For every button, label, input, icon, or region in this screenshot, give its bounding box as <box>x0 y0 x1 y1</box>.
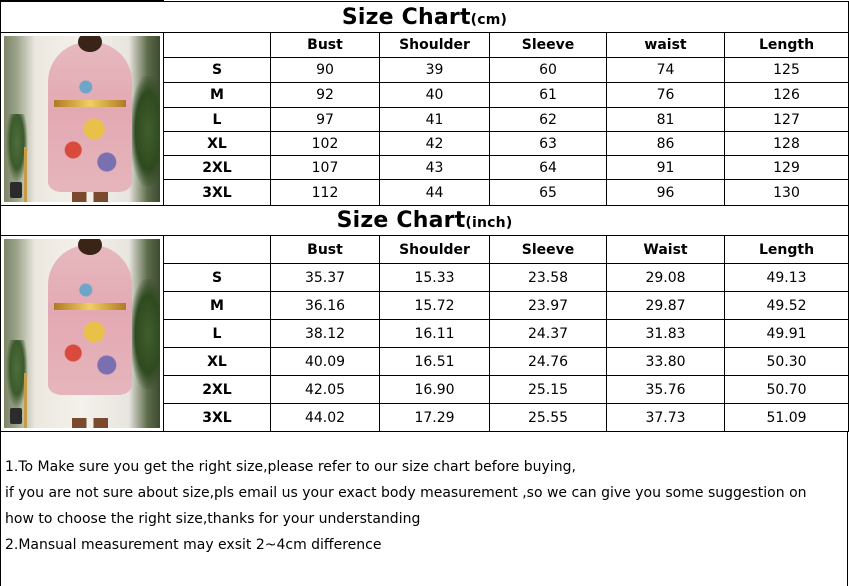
value-cell: 24.76 <box>490 348 607 376</box>
value-cell: 126 <box>725 83 849 108</box>
value-cell: 92 <box>271 83 380 108</box>
header-sleeve: Sleeve <box>490 236 607 264</box>
unit-text: (inch) <box>465 215 513 231</box>
value-cell: 41 <box>380 108 490 132</box>
size-chart-title-inch <box>1 206 849 236</box>
size-label: L <box>164 108 271 132</box>
size-notes <box>0 431 848 586</box>
value-cell: 96 <box>607 180 725 206</box>
size-label: 3XL <box>164 180 271 206</box>
plant-right <box>130 76 160 186</box>
value-cell: 61 <box>490 83 607 108</box>
value-cell: 76 <box>607 83 725 108</box>
dress-photo <box>4 239 160 428</box>
value-cell: 60 <box>490 58 607 83</box>
title-text: Size Chart <box>341 4 471 30</box>
product-photo-cell <box>1 236 164 432</box>
value-cell: 16.51 <box>380 348 490 376</box>
value-cell: 29.08 <box>607 264 725 292</box>
note-line: 1.To Make sure you get the right size,please refer to our size chart before buying, <box>5 459 576 475</box>
note-line: 2.Mansual measurement may exsit 2~4cm difference <box>5 537 382 553</box>
header-blank <box>164 33 271 58</box>
pot-left <box>10 182 22 198</box>
value-cell: 40.09 <box>271 348 380 376</box>
size-label: 3XL <box>164 404 271 432</box>
size-label: 2XL <box>164 376 271 404</box>
value-cell: 65 <box>490 180 607 206</box>
value-cell: 15.72 <box>380 292 490 320</box>
size-label: S <box>164 58 271 83</box>
value-cell: 49.91 <box>725 320 849 348</box>
value-cell: 97 <box>271 108 380 132</box>
value-cell: 102 <box>271 132 380 156</box>
value-cell: 15.33 <box>380 264 490 292</box>
header-bust: Bust <box>271 33 380 58</box>
value-cell: 38.12 <box>271 320 380 348</box>
value-cell: 29.87 <box>607 292 725 320</box>
value-cell: 49.13 <box>725 264 849 292</box>
value-cell: 37.73 <box>607 404 725 432</box>
value-cell: 112 <box>271 180 380 206</box>
size-table-cm <box>0 1 849 206</box>
header-shoulder: Shoulder <box>380 33 490 58</box>
floral-dress <box>48 42 132 192</box>
value-cell: 50.30 <box>725 348 849 376</box>
value-cell: 35.76 <box>607 376 725 404</box>
value-cell: 24.37 <box>490 320 607 348</box>
value-cell: 128 <box>725 132 849 156</box>
value-cell: 44 <box>380 180 490 206</box>
size-label: M <box>164 83 271 108</box>
header-waist: waist <box>607 33 725 58</box>
value-cell: 25.15 <box>490 376 607 404</box>
value-cell: 16.11 <box>380 320 490 348</box>
note-line: how to choose the right size,thanks for your understanding <box>5 511 421 527</box>
model-legs <box>72 418 108 428</box>
value-cell: 107 <box>271 156 380 180</box>
value-cell: 125 <box>725 58 849 83</box>
value-cell: 49.52 <box>725 292 849 320</box>
size-label: M <box>164 292 271 320</box>
gold-belt <box>54 303 126 310</box>
value-cell: 17.29 <box>380 404 490 432</box>
dress-photo <box>4 36 160 202</box>
value-cell: 90 <box>271 58 380 83</box>
header-blank <box>164 236 271 264</box>
value-cell: 130 <box>725 180 849 206</box>
value-cell: 43 <box>380 156 490 180</box>
value-cell: 23.97 <box>490 292 607 320</box>
size-label: L <box>164 320 271 348</box>
title-text: Size Chart <box>336 208 466 233</box>
gold-belt <box>54 100 126 107</box>
header-bust: Bust <box>271 236 380 264</box>
product-photo-cell <box>1 33 164 206</box>
size-chart-title-cm <box>1 2 849 33</box>
value-cell: 81 <box>607 108 725 132</box>
header-waist: Waist <box>607 236 725 264</box>
value-cell: 51.09 <box>725 404 849 432</box>
value-cell: 40 <box>380 83 490 108</box>
value-cell: 31.83 <box>607 320 725 348</box>
value-cell: 35.37 <box>271 264 380 292</box>
gold-stand <box>24 147 27 202</box>
size-label: S <box>164 264 271 292</box>
size-label: XL <box>164 132 271 156</box>
value-cell: 129 <box>725 156 849 180</box>
value-cell: 86 <box>607 132 725 156</box>
value-cell: 39 <box>380 58 490 83</box>
value-cell: 74 <box>607 58 725 83</box>
value-cell: 25.55 <box>490 404 607 432</box>
plant-right <box>130 279 160 389</box>
gold-stand <box>24 373 27 428</box>
size-label: XL <box>164 348 271 376</box>
value-cell: 44.02 <box>271 404 380 432</box>
value-cell: 50.70 <box>725 376 849 404</box>
value-cell: 42 <box>380 132 490 156</box>
value-cell: 63 <box>490 132 607 156</box>
floral-dress <box>48 245 132 395</box>
value-cell: 33.80 <box>607 348 725 376</box>
header-sleeve: Sleeve <box>490 33 607 58</box>
value-cell: 16.90 <box>380 376 490 404</box>
pot-left <box>10 408 22 424</box>
unit-text: (cm) <box>470 11 508 28</box>
size-label: 2XL <box>164 156 271 180</box>
note-line: if you are not sure about size,pls email us your exact body measurement ,so we can give you some suggestion on <box>5 485 807 501</box>
value-cell: 42.05 <box>271 376 380 404</box>
value-cell: 23.58 <box>490 264 607 292</box>
model-legs <box>72 192 108 202</box>
header-length: Length <box>725 236 849 264</box>
value-cell: 62 <box>490 108 607 132</box>
value-cell: 127 <box>725 108 849 132</box>
header-shoulder: Shoulder <box>380 236 490 264</box>
header-length: Length <box>725 33 849 58</box>
value-cell: 91 <box>607 156 725 180</box>
size-table-inch <box>0 205 849 432</box>
value-cell: 64 <box>490 156 607 180</box>
value-cell: 36.16 <box>271 292 380 320</box>
